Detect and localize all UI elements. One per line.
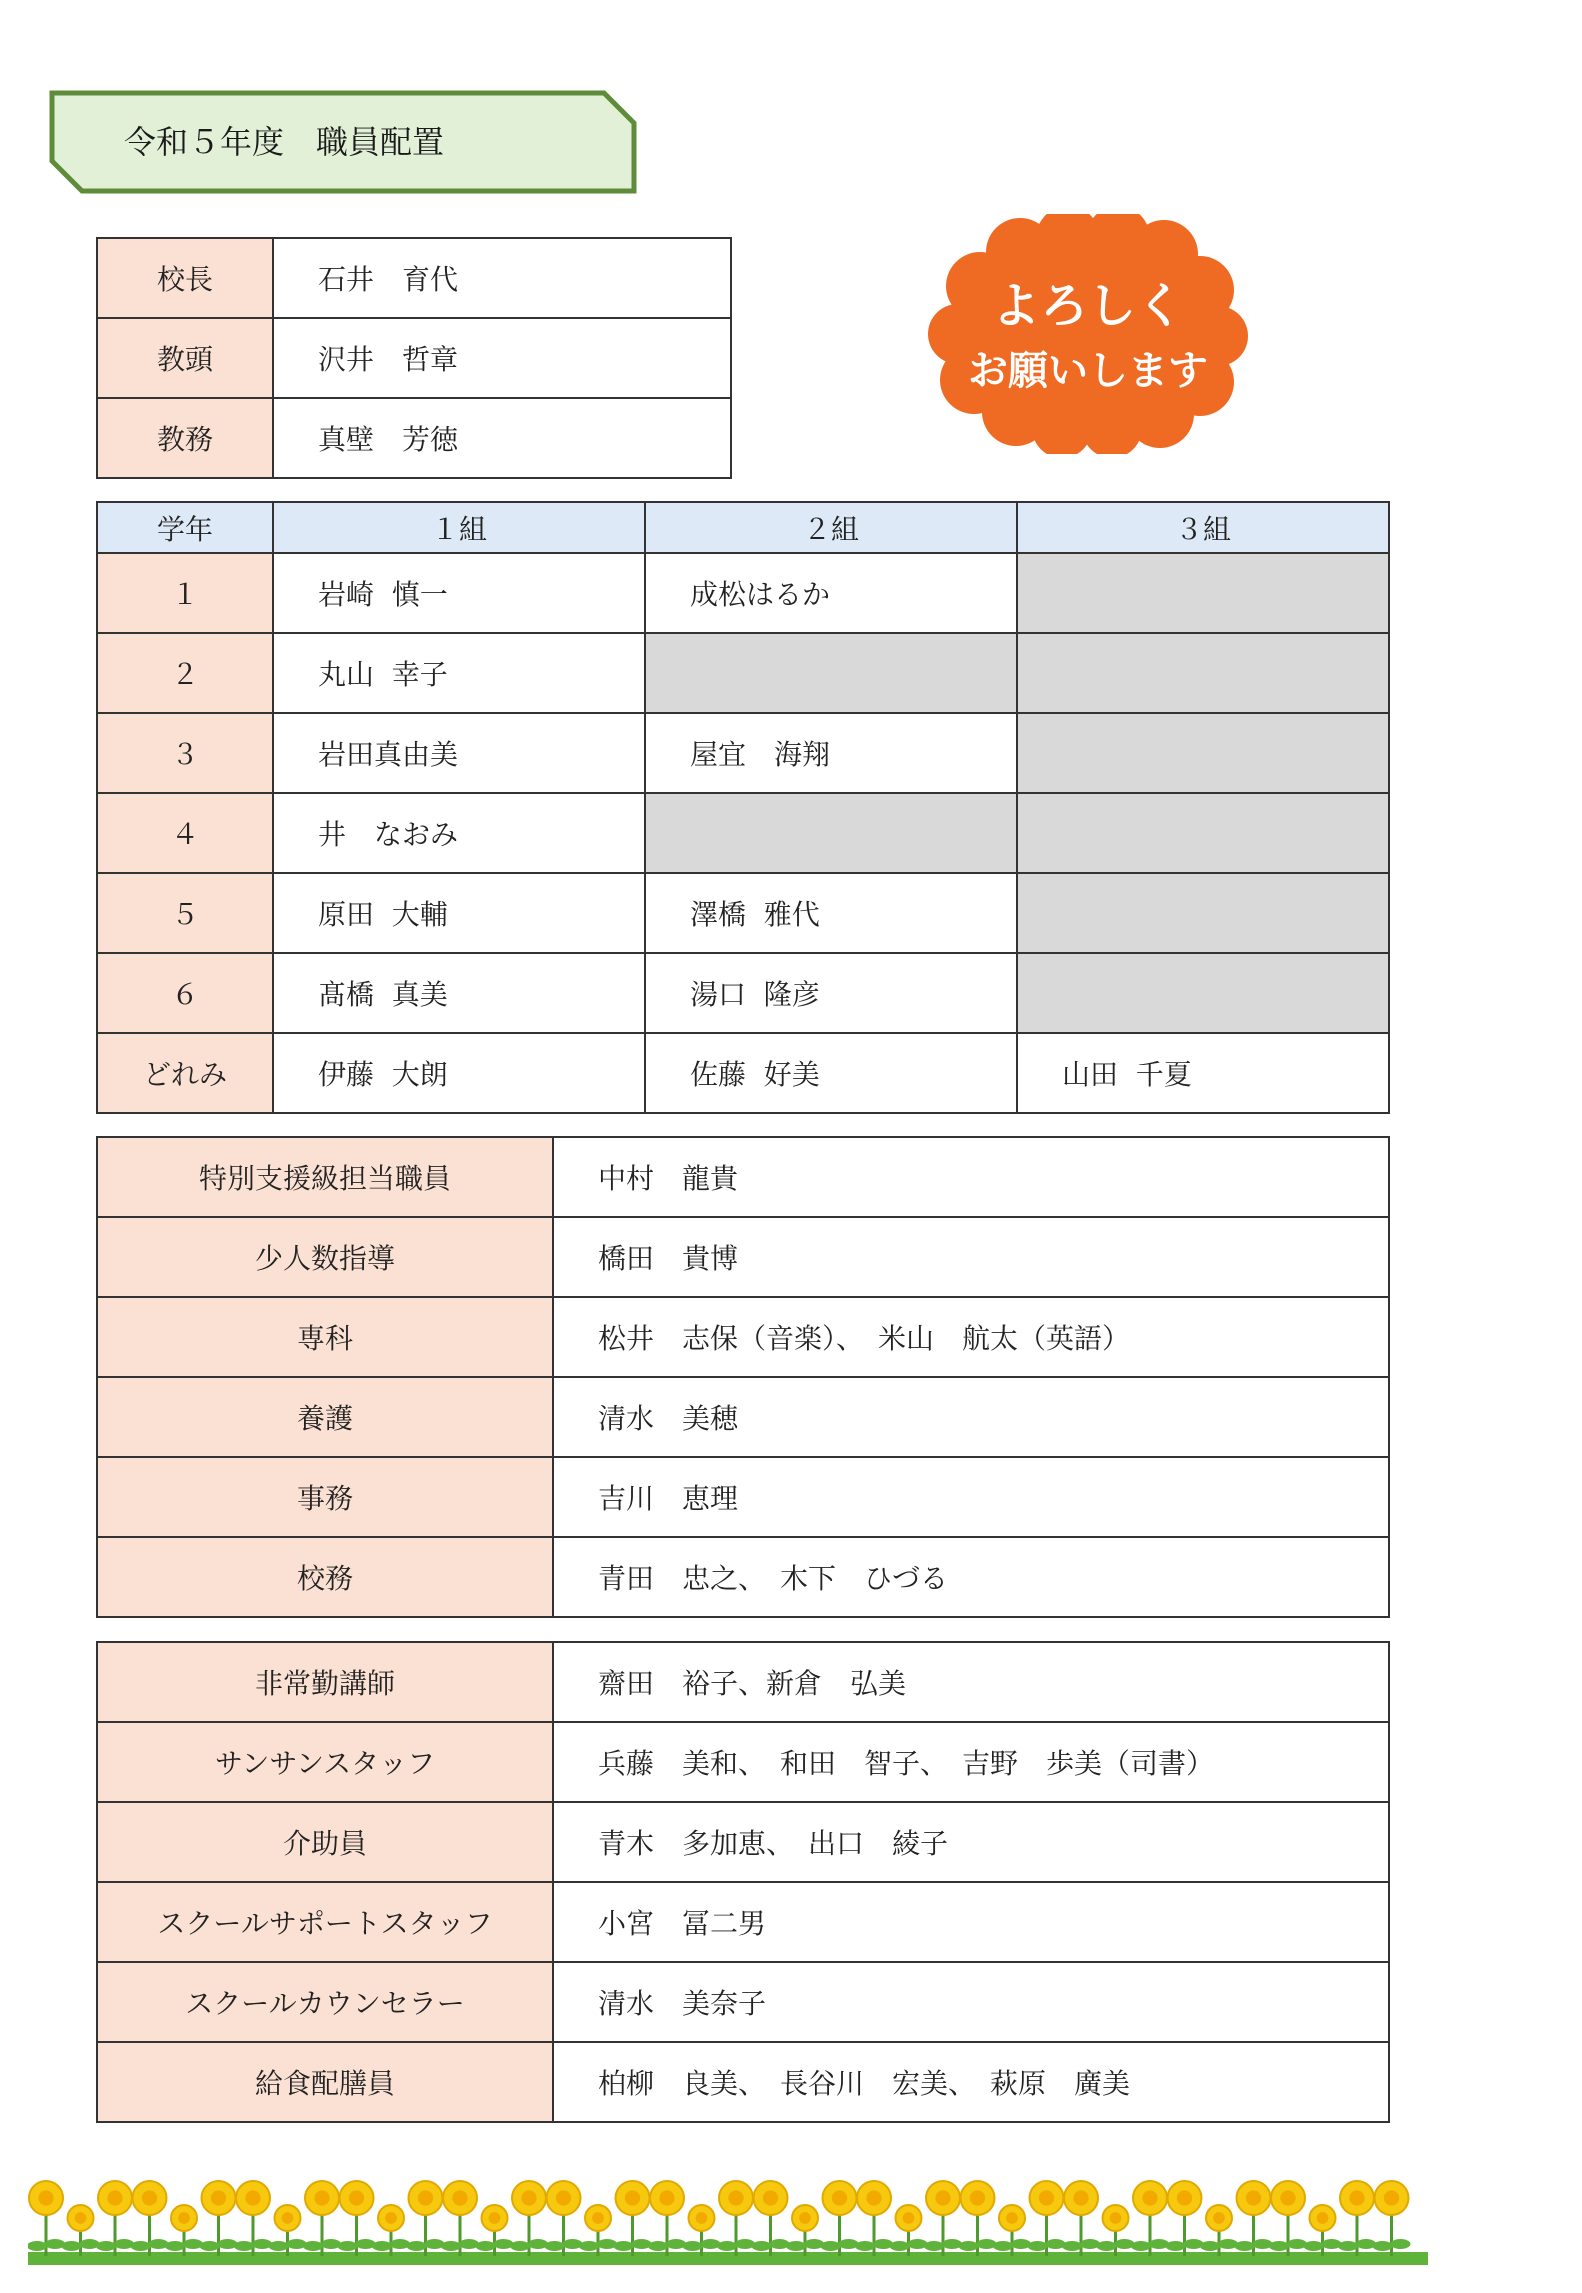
name-cell: 吉川 恵理	[553, 1457, 1389, 1537]
dandelion-icon	[821, 2181, 859, 2256]
name-cell: 清水 美奈子	[553, 1962, 1389, 2042]
teacher-cell: 岩崎 慎一	[273, 553, 645, 633]
teacher-cell: 山田 千夏	[1017, 1033, 1389, 1113]
empty-cell	[1017, 633, 1389, 713]
grade-cell: ３	[97, 713, 273, 793]
grade-cell: ６	[97, 953, 273, 1033]
table-row	[97, 713, 1389, 793]
dandelion-icon	[717, 2181, 755, 2256]
table-row	[97, 1962, 1389, 2042]
dandelion-icon	[855, 2181, 893, 2256]
role-cell: スクールサポートスタッフ	[97, 1882, 553, 1962]
table-row	[97, 238, 731, 318]
sticker-line2: お願いします	[968, 348, 1208, 394]
header-cell: 学年	[97, 502, 273, 553]
role-cell: 養護	[97, 1377, 553, 1457]
dandelion-icon	[1269, 2181, 1307, 2256]
name-cell: 中村 龍貴	[553, 1137, 1389, 1217]
table-row	[97, 1882, 1389, 1962]
name-cell: 青田 忠之、 木下 ひづる	[553, 1537, 1389, 1617]
dandelion-icon	[1028, 2181, 1066, 2256]
table-row	[97, 1537, 1389, 1617]
name-cell: 柏柳 良美、 長谷川 宏美、 萩原 廣美	[553, 2042, 1389, 2122]
grade-cell: ５	[97, 873, 273, 953]
dandelion-icon	[1062, 2181, 1100, 2256]
role-cell: 専科	[97, 1297, 553, 1377]
role-cell: 給食配膳員	[97, 2042, 553, 2122]
dandelion-icon	[28, 2181, 65, 2256]
empty-cell	[645, 633, 1017, 713]
dandelion-icon	[614, 2181, 652, 2256]
dandelion-icon	[476, 2205, 514, 2256]
grade-cell: ４	[97, 793, 273, 873]
dandelion-icon	[1166, 2181, 1204, 2256]
table-row	[97, 318, 731, 398]
dandelion-icon	[683, 2205, 721, 2256]
table-row	[97, 1642, 1389, 1722]
dandelion-icon	[234, 2181, 272, 2256]
header-cell: ３組	[1017, 502, 1389, 553]
empty-cell	[645, 793, 1017, 873]
table-row	[97, 2042, 1389, 2122]
dandelion-icon	[1131, 2181, 1169, 2256]
support-staff-table	[96, 1641, 1390, 2123]
dandelion-icon	[786, 2205, 824, 2256]
teacher-cell: 伊藤 大朗	[273, 1033, 645, 1113]
teacher-cell: 原田 大輔	[273, 873, 645, 953]
dandelion-icon	[924, 2181, 962, 2256]
role-cell: 非常勤講師	[97, 1642, 553, 1722]
empty-cell	[1017, 953, 1389, 1033]
role-cell: 校長	[97, 238, 273, 318]
table-row	[97, 1722, 1389, 1802]
table-header-row	[97, 502, 1389, 553]
dandelion-icon	[959, 2181, 997, 2256]
teacher-cell: 澤橋 雅代	[645, 873, 1017, 953]
table-row	[97, 1297, 1389, 1377]
empty-cell	[1017, 713, 1389, 793]
header-cell: ２組	[645, 502, 1017, 553]
dandelion-icon	[441, 2181, 479, 2256]
dandelion-icon	[579, 2205, 617, 2256]
table-row	[97, 873, 1389, 953]
page-title: 令和５年度 職員配置	[124, 123, 445, 161]
dandelion-icon	[648, 2181, 686, 2256]
grade-cell: どれみ	[97, 1033, 273, 1113]
teacher-cell: 佐藤 好美	[645, 1033, 1017, 1113]
teacher-cell: 成松はるか	[645, 553, 1017, 633]
empty-cell	[1017, 793, 1389, 873]
table-row	[97, 953, 1389, 1033]
name-cell: 青木 多加恵、 出口 綾子	[553, 1802, 1389, 1882]
dandelion-icon	[993, 2205, 1031, 2256]
dandelion-icon	[407, 2181, 445, 2256]
role-cell: 事務	[97, 1457, 553, 1537]
yoroshiku-sticker	[928, 214, 1248, 454]
table-row	[97, 1217, 1389, 1297]
role-cell: 特別支援級担当職員	[97, 1137, 553, 1217]
teacher-cell: 髙橋 真美	[273, 953, 645, 1033]
dandelion-icon	[545, 2181, 583, 2256]
table-row	[97, 1457, 1389, 1537]
dandelion-icon	[510, 2181, 548, 2256]
table-row	[97, 633, 1389, 713]
role-cell: 校務	[97, 1537, 553, 1617]
role-cell: 教頭	[97, 318, 273, 398]
dandelion-icon	[752, 2181, 790, 2256]
name-cell: 真壁 芳徳	[273, 398, 731, 478]
sticker-line1: よろしく	[991, 278, 1185, 334]
dandelion-icon	[269, 2205, 307, 2256]
teacher-cell: 湯口 隆彦	[645, 953, 1017, 1033]
dandelion-border	[28, 2160, 1428, 2265]
teacher-cell: 屋宜 海翔	[645, 713, 1017, 793]
name-cell: 石井 育代	[273, 238, 731, 318]
name-cell: 清水 美穂	[553, 1377, 1389, 1457]
grade-cell: １	[97, 553, 273, 633]
empty-cell	[1017, 873, 1389, 953]
dandelion-icon	[338, 2181, 376, 2256]
role-cell: 少人数指導	[97, 1217, 553, 1297]
table-row	[97, 1137, 1389, 1217]
title-badge	[48, 89, 638, 195]
name-cell: 兵藤 美和、 和田 智子、 吉野 歩美（司書）	[553, 1722, 1389, 1802]
table-row	[97, 793, 1389, 873]
table-row	[97, 398, 731, 478]
dandelion-icon	[890, 2205, 928, 2256]
dandelion-icon	[1373, 2181, 1411, 2256]
role-cell: スクールカウンセラー	[97, 1962, 553, 2042]
teacher-cell: 丸山 幸子	[273, 633, 645, 713]
empty-cell	[1017, 553, 1389, 633]
name-cell: 沢井 哲章	[273, 318, 731, 398]
name-cell: 小宮 冨二男	[553, 1882, 1389, 1962]
dandelion-icon	[96, 2181, 134, 2256]
dandelion-icon	[372, 2205, 410, 2256]
role-cell: 教務	[97, 398, 273, 478]
role-cell: 介助員	[97, 1802, 553, 1882]
dandelion-icon	[1304, 2205, 1342, 2256]
name-cell: 橋田 貴博	[553, 1217, 1389, 1297]
teacher-cell: 井 なおみ	[273, 793, 645, 873]
table-row	[97, 1802, 1389, 1882]
management-table	[96, 237, 732, 479]
name-cell: 松井 志保（音楽）、 米山 航太（英語）	[553, 1297, 1389, 1377]
dandelion-icon	[165, 2205, 203, 2256]
table-row	[97, 1377, 1389, 1457]
table-row	[97, 553, 1389, 633]
dandelion-icon	[1338, 2181, 1376, 2256]
table-row	[97, 1033, 1389, 1113]
homeroom-table	[96, 501, 1390, 1114]
dandelion-icon	[1200, 2205, 1238, 2256]
dandelion-icon	[1235, 2181, 1273, 2256]
dandelion-icon	[131, 2181, 169, 2256]
dandelion-icon	[1097, 2205, 1135, 2256]
dandelion-icon	[200, 2181, 238, 2256]
role-cell: サンサンスタッフ	[97, 1722, 553, 1802]
grade-cell: ２	[97, 633, 273, 713]
staff-table	[96, 1136, 1390, 1618]
header-cell: １組	[273, 502, 645, 553]
name-cell: 齋田 裕子、新倉 弘美	[553, 1642, 1389, 1722]
dandelion-icon	[303, 2181, 341, 2256]
teacher-cell: 岩田真由美	[273, 713, 645, 793]
dandelion-icon	[62, 2205, 100, 2256]
